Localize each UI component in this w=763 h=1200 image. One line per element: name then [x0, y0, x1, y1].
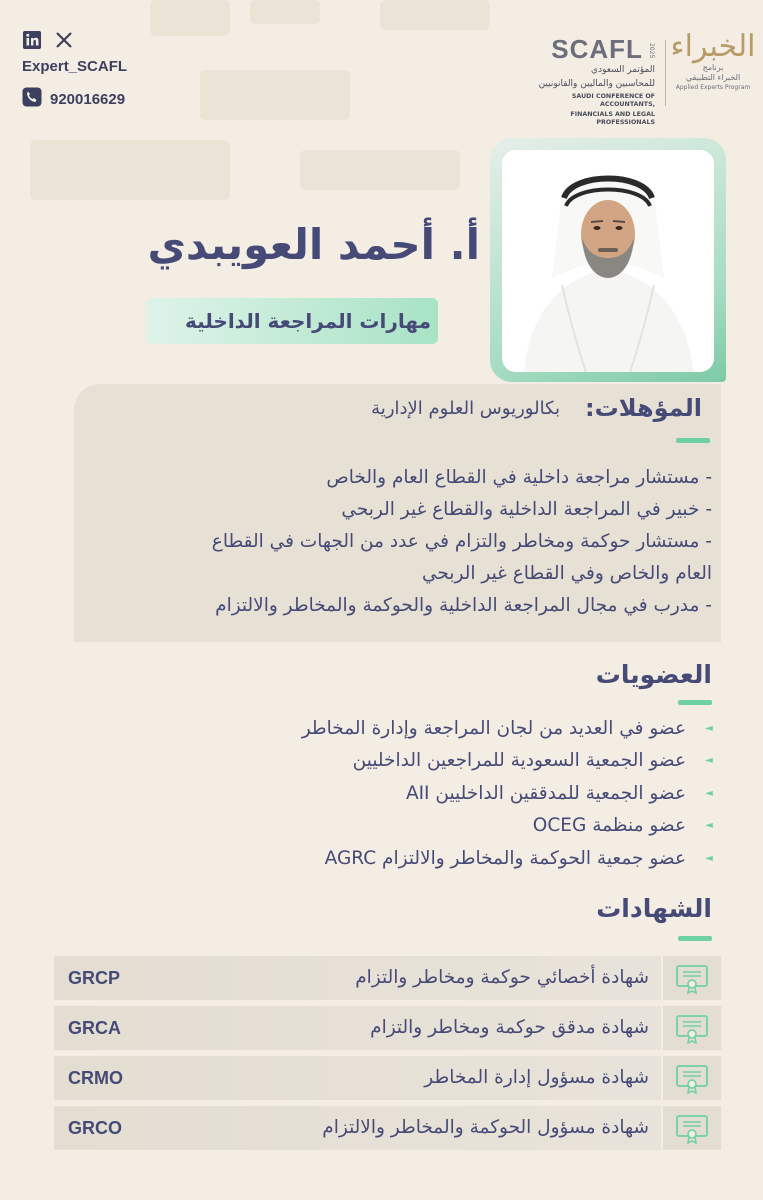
membership-text: عضو الجمعية السعودية للمراجعين الداخليين: [352, 750, 686, 772]
linkedin-icon[interactable]: [22, 30, 42, 50]
list-item: [120, 745, 714, 778]
certificate-row: [54, 956, 721, 1000]
program-arabic-line2: الخبراء التطبيقي: [685, 73, 741, 82]
certificate-name: شهادة مسؤول الحوكمة والمخاطر والالتزام: [322, 1117, 649, 1138]
triangle-bullet-icon: ◄: [705, 722, 713, 734]
phone-number[interactable]: 920016629: [50, 90, 126, 108]
bg-decoration: [250, 0, 320, 24]
bg-decoration: [30, 140, 230, 200]
scafl-english-line2: FINANCIALS AND LEGAL PROFESSIONALS: [570, 110, 655, 127]
logo-divider: [665, 40, 666, 106]
list-item: العام والخاص وفي القطاع غير الربحي: [422, 563, 712, 584]
experts-program-logo: [668, 30, 758, 91]
certificate-code: GRCP: [68, 968, 121, 988]
certificate-name: شهادة مدقق حوكمة ومخاطر والتزام: [370, 1017, 649, 1038]
triangle-bullet-icon: ◄: [705, 755, 713, 767]
membership-text: عضو منظمة OCEG: [532, 815, 686, 837]
certificate-icon: [661, 1106, 721, 1150]
list-item: [120, 810, 714, 843]
scafl-logo: [525, 36, 655, 127]
certificate-code: CRMO: [68, 1068, 123, 1088]
list-item: [120, 777, 714, 810]
list-item: [120, 842, 714, 875]
speaker-name: أ. أحمد العويبدي: [147, 220, 480, 269]
list-item: - مستشار مراجعة داخلية في القطاع العام والخاص: [326, 467, 712, 488]
phone-icon: [22, 87, 42, 111]
profile-photo: [502, 150, 714, 372]
scafl-badge: 2025: [648, 42, 655, 58]
certificate-icon: [661, 1006, 721, 1050]
certificate-icon: [661, 956, 721, 1000]
social-handle[interactable]: Expert_SCAFL: [22, 58, 128, 75]
bg-decoration: [300, 150, 460, 190]
certificate-row: [54, 1056, 721, 1100]
certificate-icon: [661, 1056, 721, 1100]
program-arabic-line1: برنامج: [702, 63, 724, 72]
social-icons: [22, 30, 127, 50]
certificate-code: GRCA: [68, 1018, 121, 1038]
certificates-underline: [678, 936, 712, 941]
scafl-wordmark: SCAFL 2025: [551, 34, 655, 64]
triangle-bullet-icon: ◄: [705, 787, 713, 799]
membership-text: عضو في العديد من لجان المراجعة وإدارة المخاطر: [301, 717, 686, 739]
phone-row: [22, 87, 127, 111]
qualifications-degree: بكالوريوس العلوم الإدارية: [371, 398, 560, 419]
bg-decoration: [200, 70, 350, 120]
program-calligraphy: الخبراء: [670, 29, 756, 64]
qualifications-underline: [676, 438, 710, 443]
certificate-row: [54, 1006, 721, 1050]
list-item: - خبير في المراجعة الداخلية والقطاع غير الربحي: [341, 499, 712, 520]
social-block: [22, 30, 127, 111]
memberships-heading: العضويات: [595, 660, 712, 689]
certificates-heading: الشهادات: [596, 894, 712, 923]
qualifications-heading: المؤهلات:: [585, 394, 702, 422]
memberships-underline: [678, 700, 712, 705]
certificate-code: GRCO: [68, 1118, 122, 1138]
membership-text: عضو جمعية الحوكمة والمخاطر والالتزام AGRC: [324, 847, 686, 869]
bg-decoration: [150, 0, 230, 36]
scafl-arabic-line2: للمحاسبين والماليين والقانونيين: [538, 79, 655, 90]
experience-list: [60, 462, 712, 622]
certificate-row: [54, 1106, 721, 1150]
list-item: - مدرب في مجال المراجعة الداخلية والحوكمة والمخاطر والالتزام: [215, 595, 712, 616]
certificate-name: شهادة أخصائي حوكمة ومخاطر والتزام: [355, 967, 649, 988]
x-icon[interactable]: [54, 30, 74, 50]
course-title: مهارات المراجعة الداخلية: [184, 309, 431, 333]
triangle-bullet-icon: ◄: [705, 820, 713, 832]
certificate-name: شهادة مسؤول إدارة المخاطر: [424, 1067, 649, 1088]
scafl-arabic-line1: المؤتمر السعودي: [591, 65, 655, 75]
membership-text: عضو الجمعية للمدققين الداخليين AII: [405, 782, 686, 804]
bg-decoration: [380, 0, 490, 30]
list-item: - مستشار حوكمة ومخاطر والتزام في عدد من الجهات في القطاع: [211, 531, 712, 552]
list-item: [120, 712, 714, 745]
triangle-bullet-icon: ◄: [705, 852, 713, 864]
memberships-list: [120, 712, 714, 875]
scafl-english-line1: SAUDI CONFERENCE OF ACCOUNTANTS,: [571, 92, 655, 108]
program-english: Applied Experts Program: [675, 84, 751, 91]
